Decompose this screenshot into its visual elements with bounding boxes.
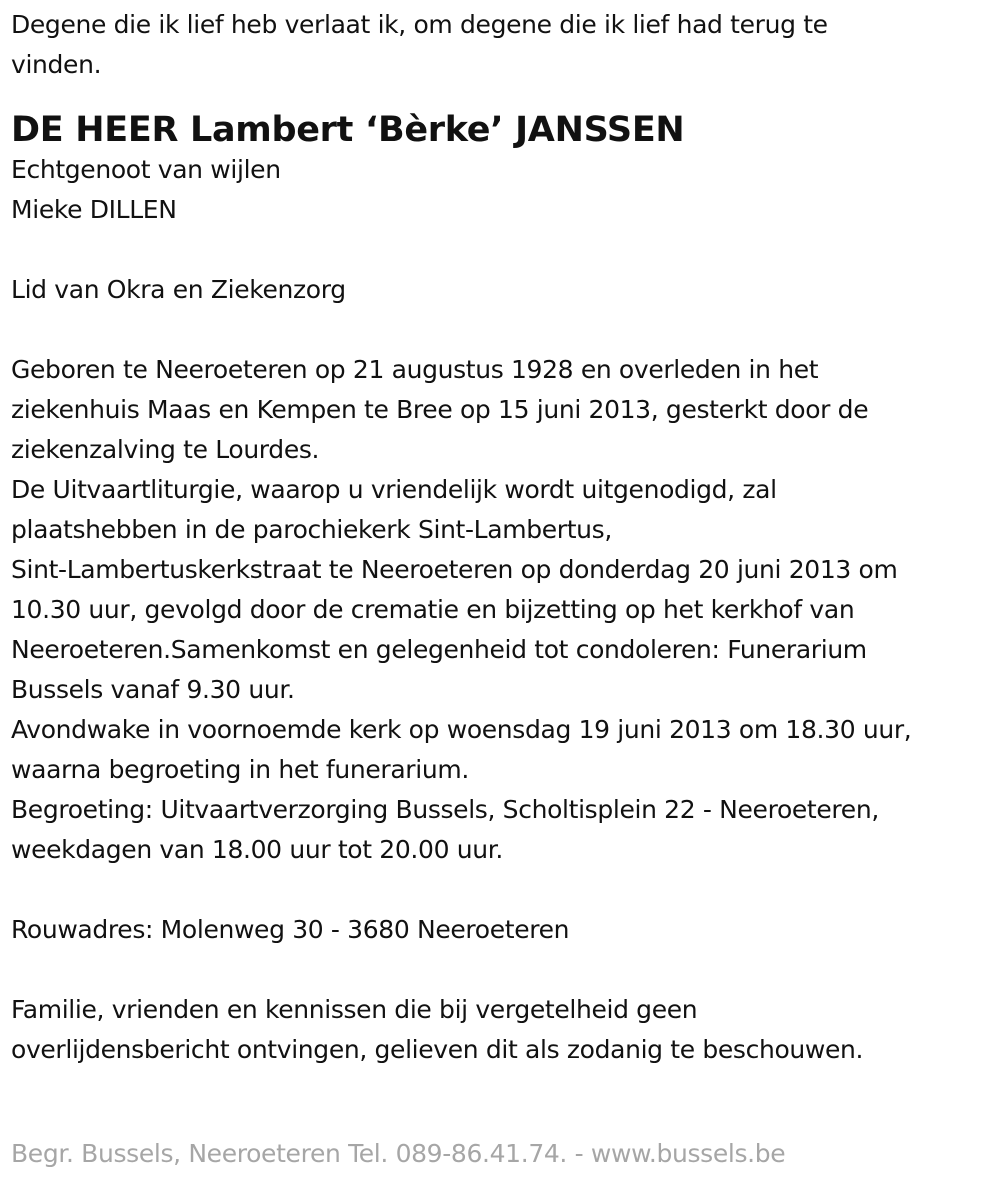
details-line: Geboren te Neeroeteren op 21 augustus 1928 en overleden in het xyxy=(11,355,819,384)
obituary-notice xyxy=(11,0,991,1070)
spacer xyxy=(11,230,991,270)
details-line: weekdagen van 18.00 uur tot 20.00 uur. xyxy=(11,835,503,864)
details-line: Avondwake in voornoemde kerk op woensdag 19 juni 2013 om 18.30 uur, xyxy=(11,715,912,744)
mourning-address: Rouwadres: Molenweg 30 - 3680 Neeroeteren xyxy=(11,915,570,944)
quote-line-2: vinden. xyxy=(11,50,102,79)
spouse-line-1: Echtgenoot van wijlen xyxy=(11,155,281,184)
spacer xyxy=(11,950,991,990)
notice-line-1: Familie, vrienden en kennissen die bij vergetelheid geen xyxy=(11,995,698,1024)
spacer xyxy=(11,870,991,910)
funeral-details xyxy=(11,350,991,870)
details-line: Bussels vanaf 9.30 uur. xyxy=(11,675,295,704)
spouse-line-2: Mieke DILLEN xyxy=(11,195,177,224)
details-line: Neeroeteren.Samenkomst en gelegenheid tot condoleren: Funerarium xyxy=(11,635,867,664)
details-line: ziekenhuis Maas en Kempen te Bree op 15 juni 2013, gesterkt door de xyxy=(11,395,869,424)
funeral-home-footer: Begr. Bussels, Neeroeteren Tel. 089-86.41.74. - www.bussels.be xyxy=(11,1139,786,1168)
spacer xyxy=(11,310,991,350)
details-line: 10.30 uur, gevolgd door de crematie en bijzetting op het kerkhof van xyxy=(11,595,855,624)
deceased-name: DE HEER Lambert ‘Bèrke’ JANSSEN xyxy=(11,110,685,150)
details-line: Sint-Lambertuskerkstraat te Neeroeteren op donderdag 20 juni 2013 om xyxy=(11,555,898,584)
details-line: De Uitvaartliturgie, waarop u vriendelijk wordt uitgenodigd, zal xyxy=(11,475,777,504)
notice-line-2: overlijdensbericht ontvingen, gelieven dit als zodanig te beschouwen. xyxy=(11,1035,864,1064)
details-line: ziekenzalving te Lourdes. xyxy=(11,435,320,464)
details-line: waarna begroeting in het funerarium. xyxy=(11,755,469,784)
membership-text: Lid van Okra en Ziekenzorg xyxy=(11,275,346,304)
details-line: plaatshebben in de parochiekerk Sint-Lambertus, xyxy=(11,515,612,544)
quote-line-1: Degene die ik lief heb verlaat ik, om degene die ik lief had terug te xyxy=(11,10,828,39)
details-line: Begroeting: Uitvaartverzorging Bussels, Scholtisplein 22 - Neeroeteren, xyxy=(11,795,879,824)
